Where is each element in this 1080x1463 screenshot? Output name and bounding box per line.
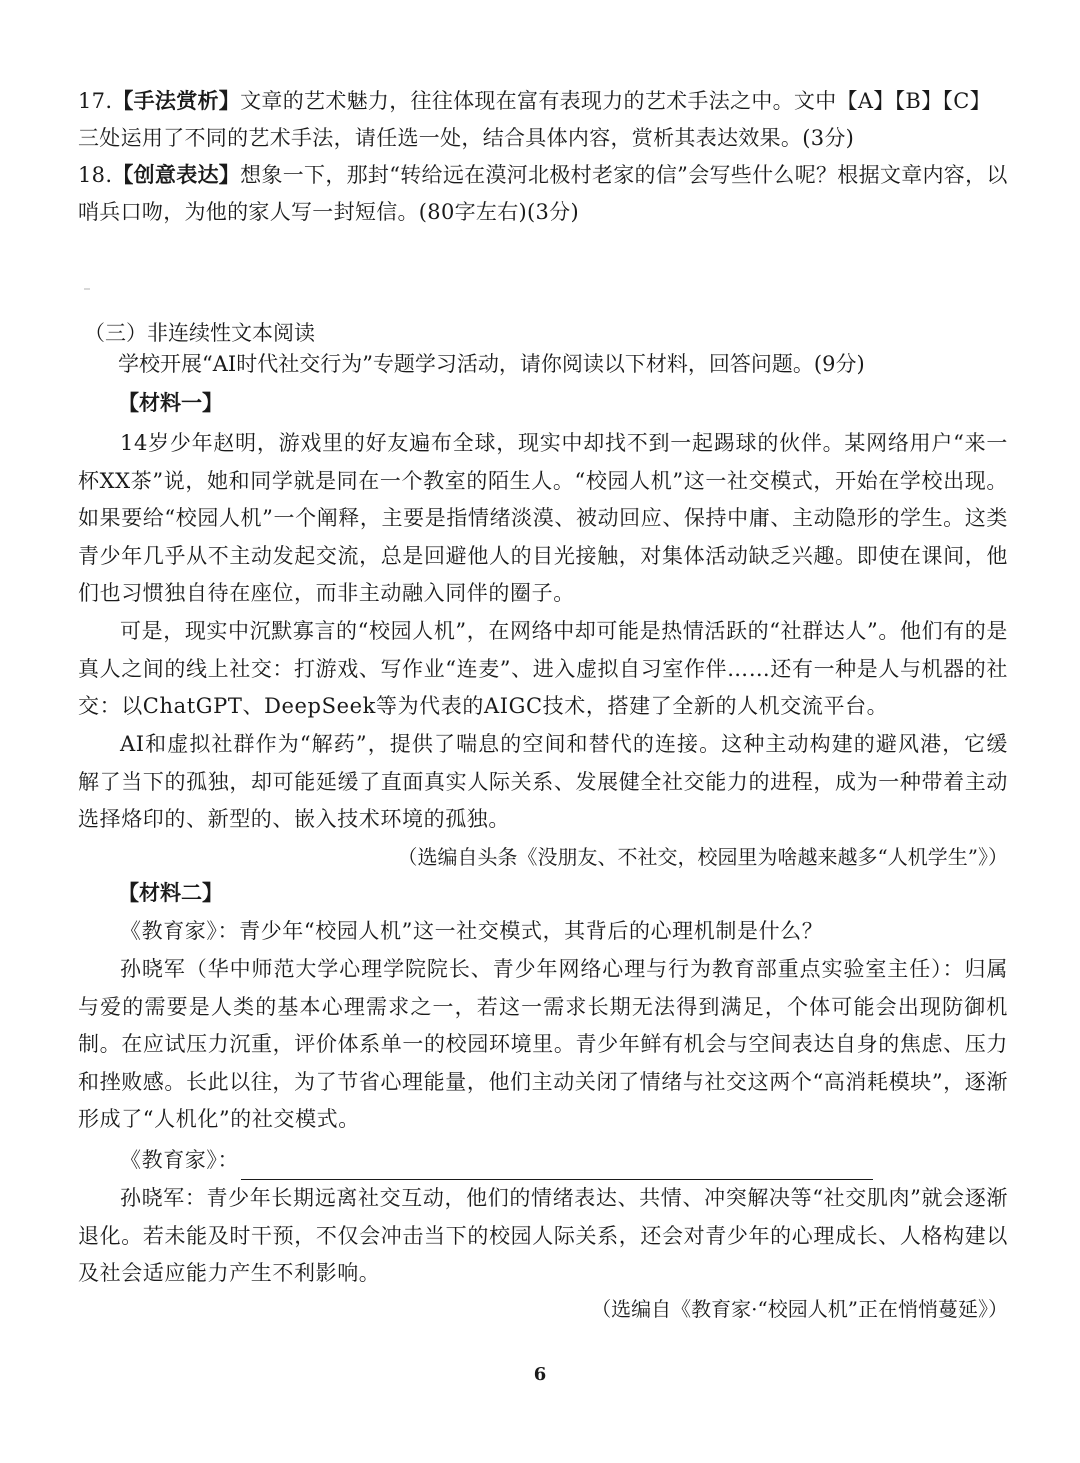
question-17-tag: 【手法赏析】 xyxy=(112,88,241,113)
question-17-number: 17. xyxy=(78,89,113,113)
question-18-text: 想象一下，那封“转给远在漠河北极村老家的信”会写些什么呢？根据文章内容，以哨兵口吻，为他的家人写一封短信。(80字左右)(3分) xyxy=(78,163,1008,224)
material-2-question-2-label: 《教育家》： xyxy=(120,1148,240,1172)
question-18 xyxy=(78,156,1008,231)
material-2-answer-2: 孙晓军：青少年长期远离社交互动，他们的情绪表达、共情、冲突解决等“社交肌肉”就会逐渐退化。若未能及时干预，不仅会冲击当下的校园人际关系，还会对青少年的心理成长、人格构建以及社会适应能力产生不利影响。 xyxy=(78,1186,1008,1285)
material-2-question-1: 《教育家》：青少年“校园人机”这一社交模式，其背后的心理机制是什么？ xyxy=(120,919,824,943)
answer-blank-line[interactable] xyxy=(241,1157,873,1180)
question-17 xyxy=(78,82,1008,157)
section-title: （三）非连续性文本阅读 xyxy=(84,321,315,345)
section-intro: 学校开展“AI时代社交行为”专题学习活动，请你阅读以下材料，回答问题。(9分) xyxy=(118,352,865,376)
material-1-title: 【材料一】 xyxy=(118,390,223,415)
material-2-source: （选编自《教育家·“校园人机”正在悄悄蔓延》） xyxy=(591,1297,1008,1321)
material-2-title: 【材料二】 xyxy=(118,880,223,905)
page-number: 6 xyxy=(533,1364,547,1385)
material-2-answer-1: 孙晓军（华中师范大学心理学院院长、青少年网络心理与行为教育部重点实验室主任）：归属与爱的需要是人类的基本心理需求之一，若这一需求长期无法得到满足，个体可能会出现防御机制。在应试压力沉重，评价体系单一的校园环境里。青少年鲜有机会与空间表达自身的焦虑、压力和挫败感。长此以往，为了节省心理能量，他们主动关闭了情绪与社交这两个“高消耗模块”，逐渐形成了“人机化”的社交模式。 xyxy=(78,957,1008,1131)
material-1-paragraph-1: 14岁少年赵明，游戏里的好友遍布全球，现实中却找不到一起踢球的伙伴。某网络用户“来一杯XX茶”说，她和同学就是同在一个教室的陌生人。“校园人机”这一社交模式，开始在学校出现。如果要给“校园人机”一个阐释，主要是指情绪淡漠、被动回应、保持中庸、主动隐形的学生。这类青少年几乎从不主动发起交流，总是回避他人的目光接触，对集体活动缺乏兴趣。即使在课间，他们也习惯独自待在座位，而非主动融入同伴的圈子。 xyxy=(78,431,1008,605)
material-1-source: （选编自头条《没朋友、不社交，校园里为啥越来越多“人机学生”》） xyxy=(397,845,1008,869)
material-1-paragraph-2: 可是，现实中沉默寡言的“校园人机”，在网络中却可能是热情活跃的“社群达人”。他们有的是真人之间的线上社交：打游戏、写作业“连麦”、进入虚拟自习室作伴……还有一种是人与机器的社交：以ChatGPT、DeepSeek等为代表的AIGC技术，搭建了全新的人机交流平台。 xyxy=(78,619,1008,718)
question-17-text: 文章的艺术魅力，往往体现在富有表现力的艺术手法之中。文中【A】【B】【C】三处运用了不同的艺术手法，请任选一处，结合具体内容，赏析其表达效果。(3分) xyxy=(78,89,991,150)
material-1-paragraph-3: AI和虚拟社群作为“解药”，提供了喘息的空间和替代的连接。这种主动构建的避风港，它缓解了当下的孤独，却可能延缓了直面真实人际关系、发展健全社交能力的进程，成为一种带着主动选择烙印的、新型的、嵌入技术环境的孤独。 xyxy=(78,732,1008,831)
question-18-tag: 【创意表达】 xyxy=(112,162,241,187)
scan-speck xyxy=(84,288,90,290)
question-18-number: 18. xyxy=(78,163,113,187)
material-2-question-2 xyxy=(78,1142,1008,1180)
